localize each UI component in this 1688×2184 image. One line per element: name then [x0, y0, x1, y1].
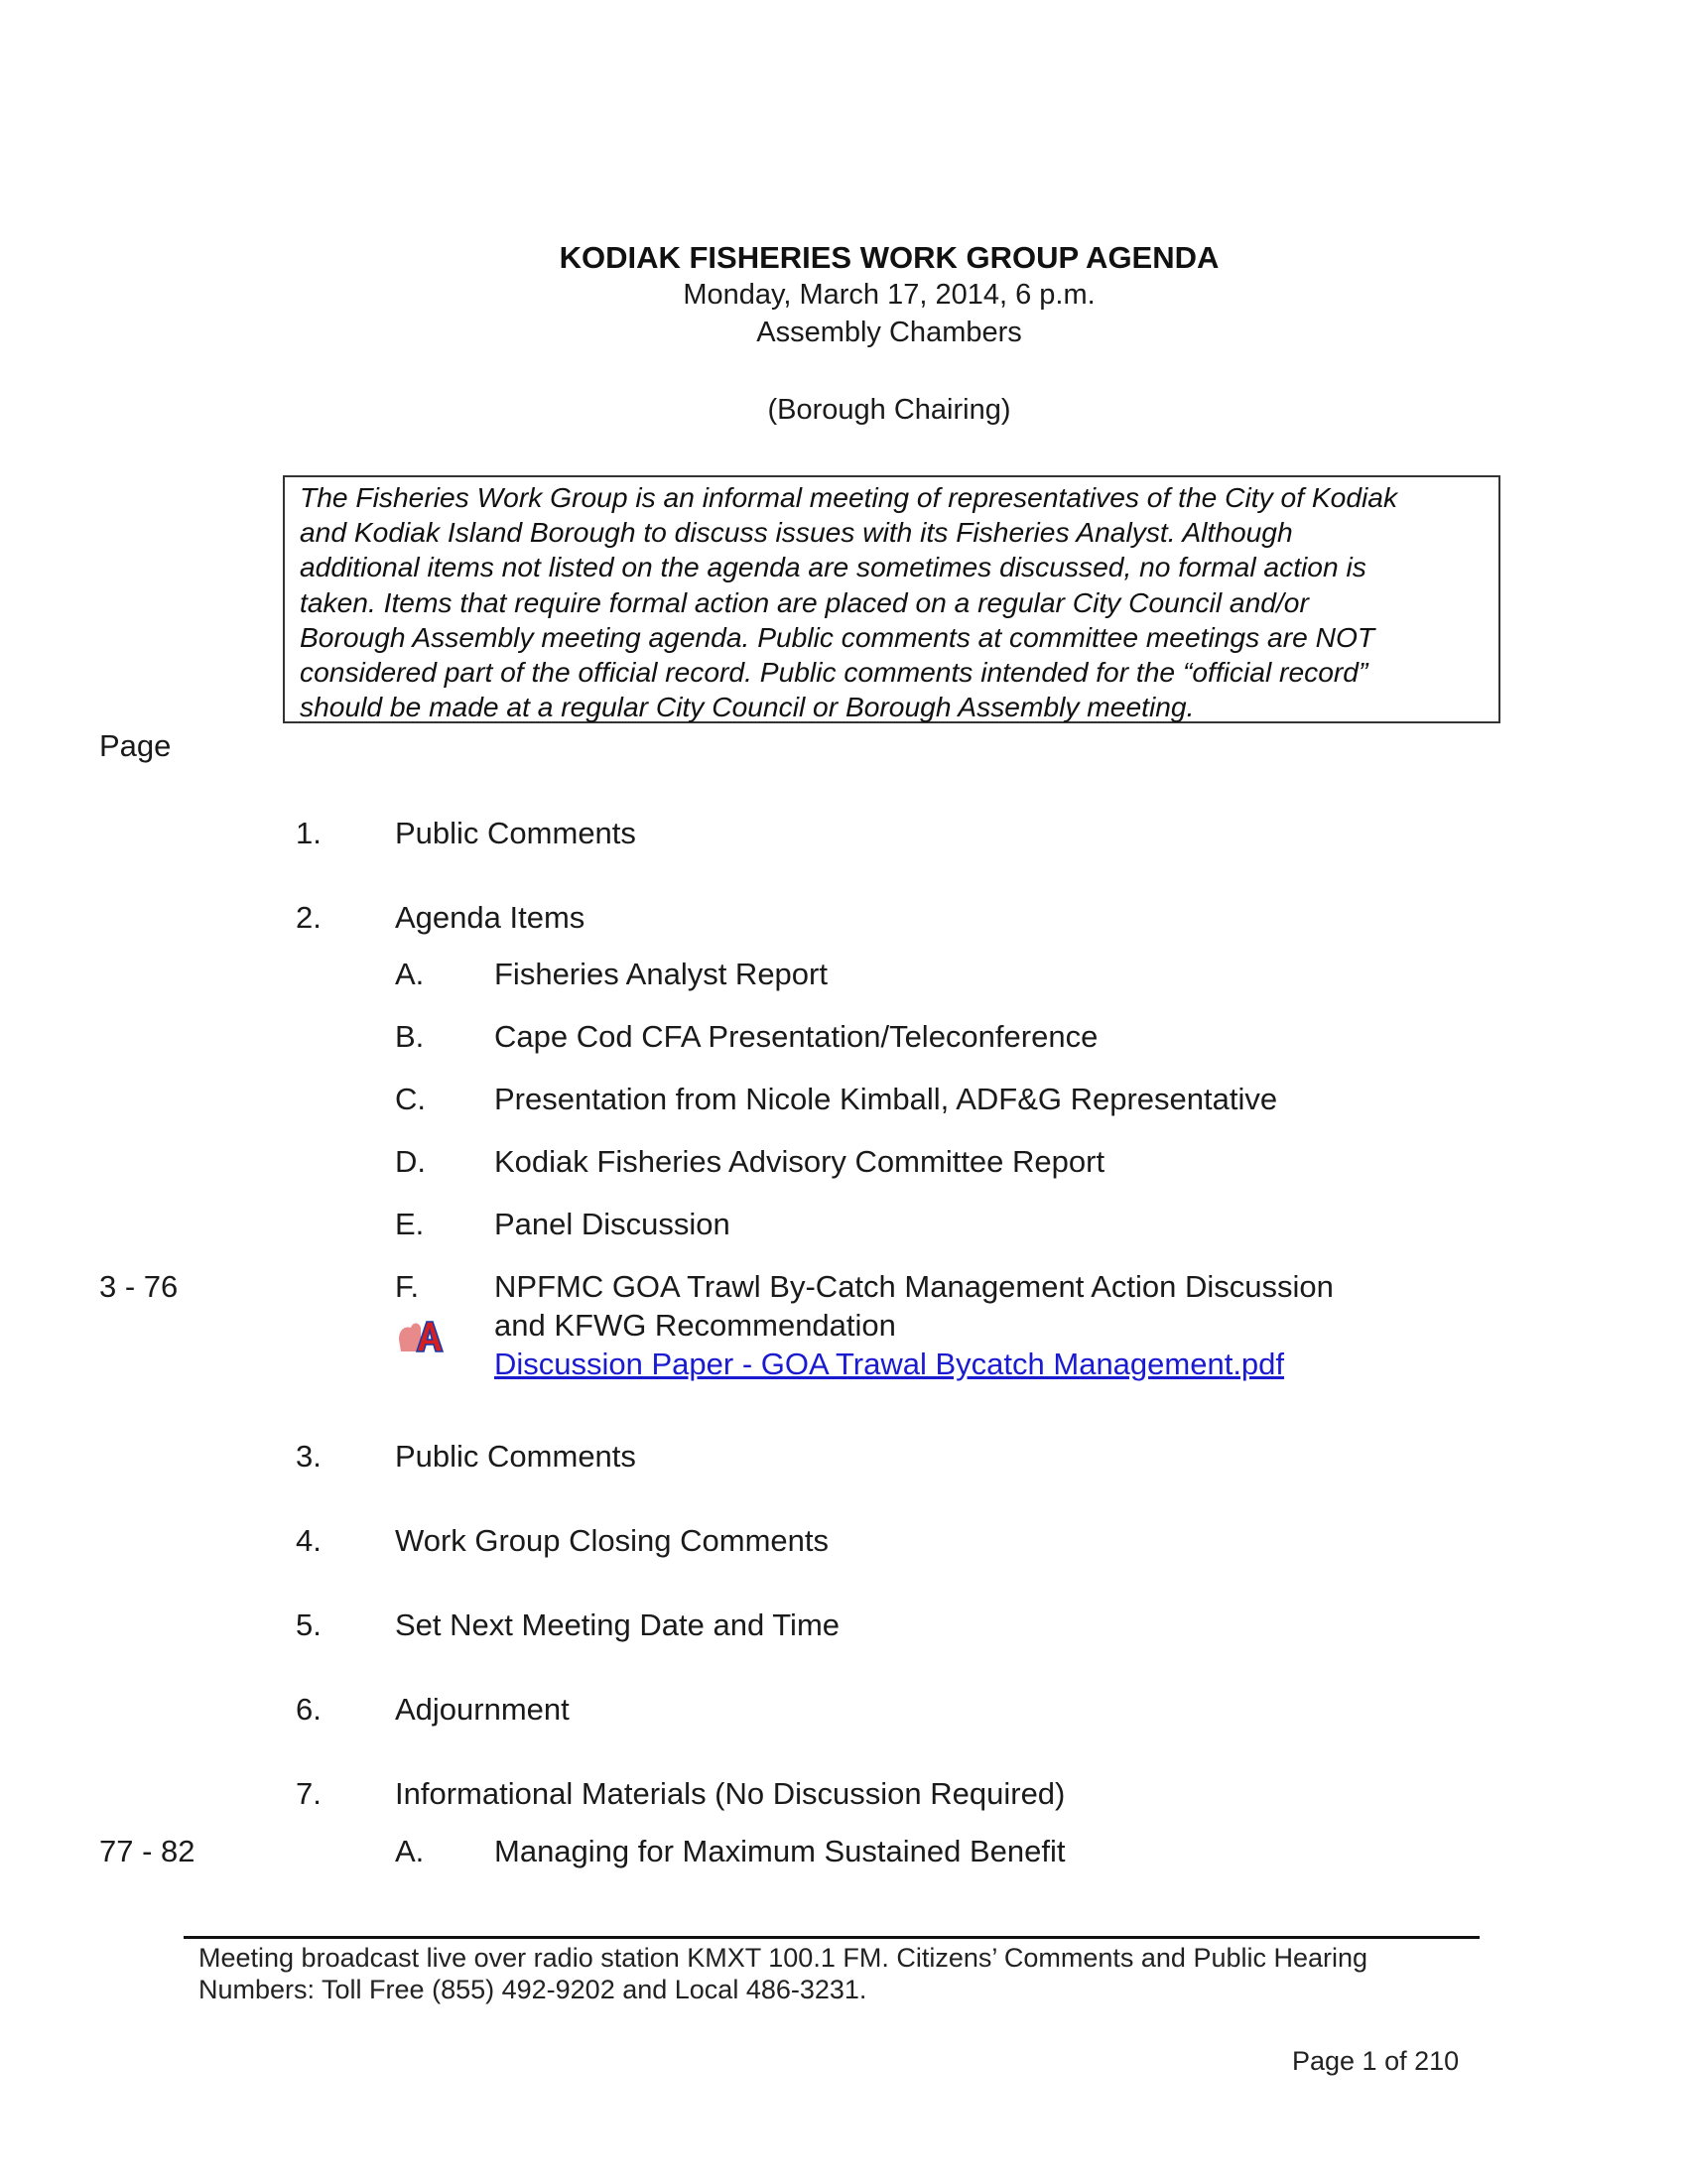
- item-number: 1.: [296, 816, 322, 850]
- item-number: 4.: [296, 1523, 322, 1558]
- item-text: Work Group Closing Comments: [395, 1523, 830, 1558]
- subitem-text: Cape Cod CFA Presentation/Teleconference: [494, 1019, 1099, 1054]
- page-range: 3 - 76: [99, 1269, 179, 1304]
- item-text: Informational Materials (No Discussion Required): [395, 1776, 1066, 1811]
- item-number: 3.: [296, 1439, 322, 1474]
- notice-line: taken. Items that require formal action are placed on a regular City Council and/or: [300, 585, 1309, 618]
- subitem-text: NPFMC GOA Trawl By-Catch Management Action Discussion: [494, 1269, 1334, 1304]
- page-number: Page 1 of 210: [1292, 2046, 1460, 2076]
- item-text: Agenda Items: [395, 900, 585, 935]
- subitem-letter: E.: [395, 1207, 425, 1241]
- notice-line: additional items not listed on the agenda are sometimes discussed, no formal action is: [300, 551, 1366, 583]
- subitem-text-continued: and KFWG Recommendation: [494, 1308, 896, 1343]
- item-text: Public Comments: [395, 1439, 636, 1474]
- item-text: Adjournment: [395, 1692, 570, 1727]
- subitem-text: Fisheries Analyst Report: [494, 957, 828, 991]
- notice-line: Borough Assembly meeting agenda. Public comments at committee meetings are NOT: [300, 620, 1375, 653]
- item-text: Set Next Meeting Date and Time: [395, 1607, 841, 1642]
- meeting-date: Monday, March 17, 2014, 6 p.m.: [683, 279, 1096, 311]
- document-title: KODIAK FISHERIES WORK GROUP AGENDA: [559, 240, 1220, 275]
- page-column-label: Page: [99, 728, 172, 763]
- subitem-text: Managing for Maximum Sustained Benefit: [494, 1834, 1066, 1868]
- item-number: 6.: [296, 1692, 322, 1727]
- chair-note: (Borough Chairing): [767, 394, 1011, 426]
- notice-line: The Fisheries Work Group is an informal meeting of representatives of the City of Kodiak: [300, 481, 1398, 513]
- notice-line: considered part of the official record. Public comments intended for the “official record”: [300, 655, 1368, 688]
- item-number: 2.: [296, 900, 322, 935]
- subitem-text: Kodiak Fisheries Advisory Committee Report: [494, 1144, 1105, 1179]
- meeting-location: Assembly Chambers: [756, 317, 1022, 348]
- item-text: Public Comments: [395, 816, 636, 850]
- notice-line: should be made at a regular City Council or Borough Assembly meeting.: [300, 691, 1195, 723]
- footer-note-line: Numbers: Toll Free (855) 492-9202 and Local 486-3231.: [198, 1975, 867, 2004]
- pdf-icon[interactable]: [397, 1316, 445, 1355]
- subitem-text: Presentation from Nicole Kimball, ADF&G Representative: [494, 1082, 1278, 1116]
- subitem-letter: B.: [395, 1019, 425, 1054]
- attachment-link[interactable]: Discussion Paper - GOA Trawal Bycatch Management.pdf: [494, 1347, 1285, 1381]
- footer-rule: [184, 1936, 1480, 1939]
- subitem-letter: C.: [395, 1082, 426, 1116]
- item-number: 7.: [296, 1776, 322, 1811]
- subitem-letter: A.: [395, 1834, 425, 1868]
- page-range: 77 - 82: [99, 1834, 195, 1868]
- subitem-letter: F.: [395, 1269, 420, 1304]
- subitem-letter: D.: [395, 1144, 426, 1179]
- subitem-letter: A.: [395, 957, 425, 991]
- item-number: 5.: [296, 1607, 322, 1642]
- notice-line: and Kodiak Island Borough to discuss issues with its Fisheries Analyst. Although: [300, 516, 1293, 549]
- footer-note-line: Meeting broadcast live over radio station KMXT 100.1 FM. Citizens’ Comments and Public Hearing: [198, 1943, 1368, 1973]
- subitem-text: Panel Discussion: [494, 1207, 730, 1241]
- notice-box: [283, 475, 1500, 723]
